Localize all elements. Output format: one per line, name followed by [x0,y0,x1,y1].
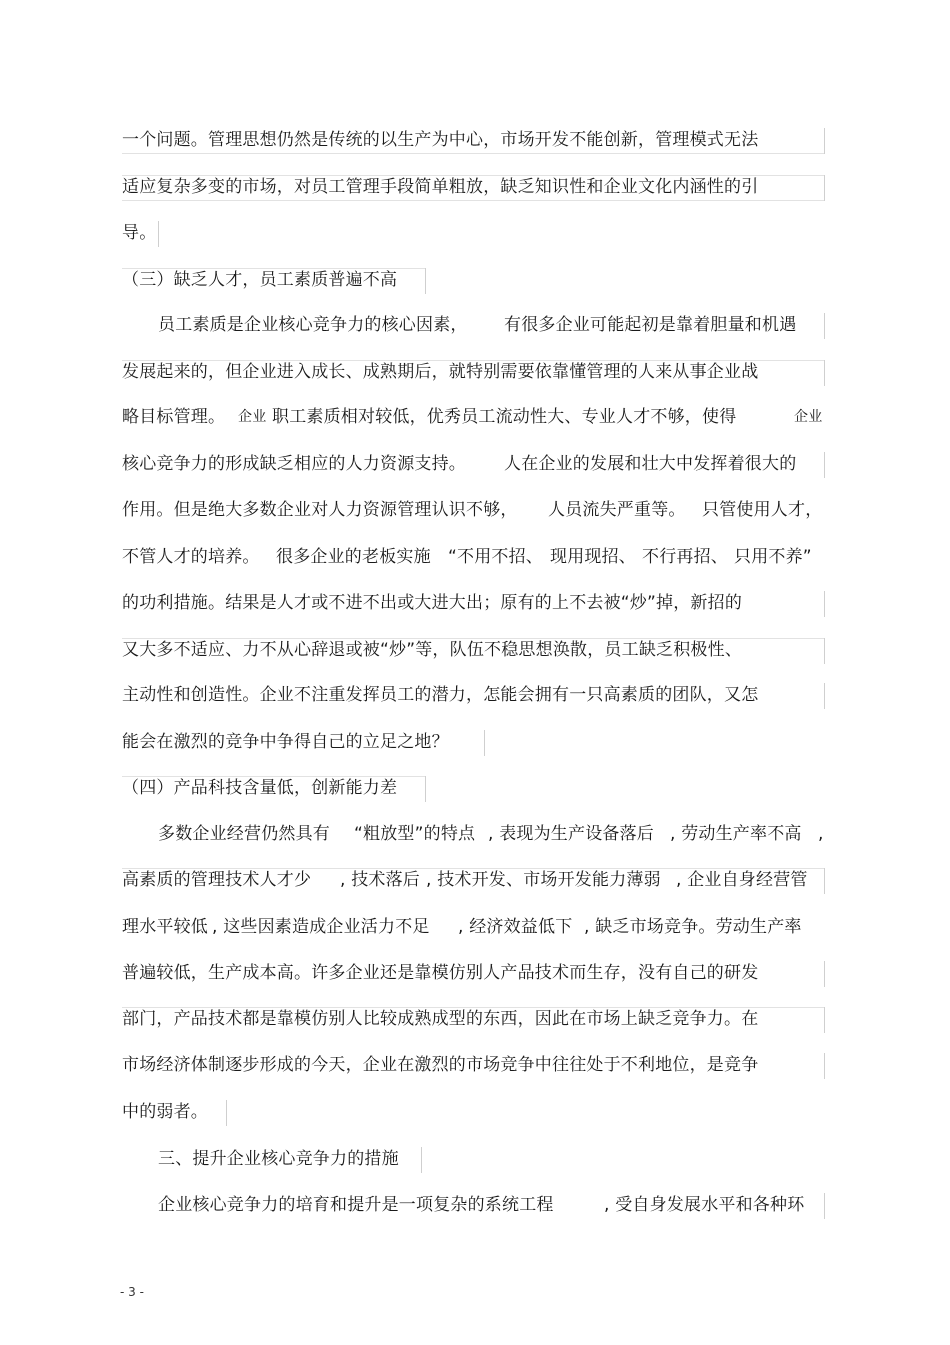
guide-line [122,200,824,201]
guide-line [824,128,825,154]
guide-line [824,961,825,987]
text-line [122,128,758,152]
text-fragment: 中的弱者。 [122,1102,208,1122]
page-number: - 3 - [120,1285,144,1299]
guide-line [824,638,825,664]
text-fragment: 企业核心竞争力的培育和提升是一项复杂的系统工程 [158,1195,554,1215]
text-line [122,961,758,985]
text-line [122,868,828,892]
text-line [122,915,828,939]
section-heading [122,776,397,800]
text-fragment: 发展起来的，但企业进入成长、成熟期后，就特别需要依靠懂管理的人来从事企业战 [122,362,759,382]
text-fragment: 适应复杂多变的市场，对员工管理手段简单粗放，缺乏知识性和企业文化内涵性的引 [122,177,759,197]
text-line [122,221,156,245]
heading-text: 三、提升企业核心竞争力的措施 [158,1149,399,1169]
guide-line [421,1147,422,1173]
text-fragment: , 劳动生产率不高 [670,824,802,844]
text-fragment: 只管使用人才， [702,500,823,520]
text-fragment: , 企业自身经营管 [676,870,808,890]
text-line [122,405,828,429]
text-fragment: 略目标管理。 [122,407,226,427]
text-fragment: 很多企业的老板实施 [276,547,431,567]
text-line [158,313,828,337]
text-fragment: , 技术开发、市场开发能力薄弱 [426,870,661,890]
text-fragment: “不用不招、 [448,547,544,567]
text-line [122,638,742,662]
text-line [122,730,449,754]
text-fragment: 不行再招、 [642,547,728,567]
text-fragment: 市场经济体制逐步形成的今天，企业在激烈的市场竞争中往往处于不利地位，是竞争 [122,1055,759,1075]
text-fragment: , [818,824,824,844]
text-fragment: 能会在激烈的竞争中争得自己的立足之地？ [122,732,449,752]
text-line [122,1007,758,1031]
text-line [122,591,742,615]
text-fragment: 现用现招、 [550,547,636,567]
text-line [122,1053,758,1077]
text-line [122,452,828,476]
text-fragment: 部门，产品技术都是靠模仿别人比较成熟成型的东西，因此在市场上缺乏竞争力。在 [122,1009,759,1029]
text-line [122,360,758,384]
text-fragment: 有很多企业可能起初是靠着胆量和机遇 [504,315,797,335]
guide-line [226,1100,227,1126]
text-fragment: 一个问题。管理思想仍然是传统的以生产为中心，市场开发不能创新，管理模式无法 [122,130,759,150]
text-fragment: 作用。但是绝大多数企业对人力资源管理认识不够， [122,500,518,520]
text-fragment: 多数企业经营仍然具有 [158,824,330,844]
text-fragment: , 表现为生产设备落后 [488,824,655,844]
guide-line [122,153,824,154]
heading-text: （三）缺乏人才，员工素质普遍不高 [122,270,398,290]
text-fragment: 员工素质是企业核心竞争力的核心因素， [158,315,468,335]
text-line [158,1193,828,1217]
text-fragment: , 缺乏市场竞争。劳动生产率 [584,917,802,937]
text-fragment: , 技术落后 [340,870,421,890]
guide-line [824,591,825,617]
guide-line [425,776,426,802]
text-fragment: 核心竞争力的形成缺乏相应的人力资源支持。 [122,454,466,474]
text-fragment: 企业 [794,409,823,425]
text-fragment: 普遍较低，生产成本高。许多企业还是靠模仿别人产品技术而生存，没有自己的研发 [122,963,759,983]
text-fragment: 的功利措施。结果是人才或不进不出或大进大出；原有的上不去被“炒”掉，新招的 [122,593,743,613]
section-heading [122,268,397,292]
guide-line [425,268,426,294]
text-fragment: 企业 [238,409,267,425]
text-fragment: 主动性和创造性。企业不注重发挥员工的潜力，怎能会拥有一只高素质的团队，又怎 [122,685,759,705]
text-fragment: 不管人才的培养。 [122,547,260,567]
guide-line [824,683,825,709]
text-fragment: 高素质的管理技术人才少 [122,870,312,890]
text-line [122,683,758,707]
text-fragment: 只用不养” [734,547,812,567]
guide-line [824,175,825,201]
text-fragment: 又大多不适应、力不从心辞退或被“炒”等，队伍不稳思想涣散，员工缺乏积极性、 [122,640,743,660]
text-line [122,498,828,522]
text-fragment: 导。 [122,223,157,243]
text-fragment: , 这些因素造成企业活力不足 [212,917,430,937]
guide-line [824,360,825,386]
text-fragment: “粗放型”的特点 [354,824,476,844]
guide-line [824,1053,825,1079]
text-fragment: 人员流失严重等。 [548,500,686,520]
guide-line [158,221,159,247]
text-fragment: , 受自身发展水平和各种环 [604,1195,805,1215]
text-fragment: 职工素质相对较低，优秀员工流动性大、专业人才不够，使得 [272,407,737,427]
heading-text: （四）产品科技含量低，创新能力差 [122,778,398,798]
section-heading [158,1147,399,1171]
text-line [122,175,758,199]
text-fragment: , 经济效益低下 [458,917,573,937]
text-line [158,822,828,846]
text-line [122,1100,208,1124]
text-fragment: 理水平较低 [122,917,208,937]
text-line [122,545,828,569]
guide-line [484,730,485,756]
text-fragment: 人在企业的发展和壮大中发挥着很大的 [504,454,797,474]
guide-line [824,1007,825,1033]
